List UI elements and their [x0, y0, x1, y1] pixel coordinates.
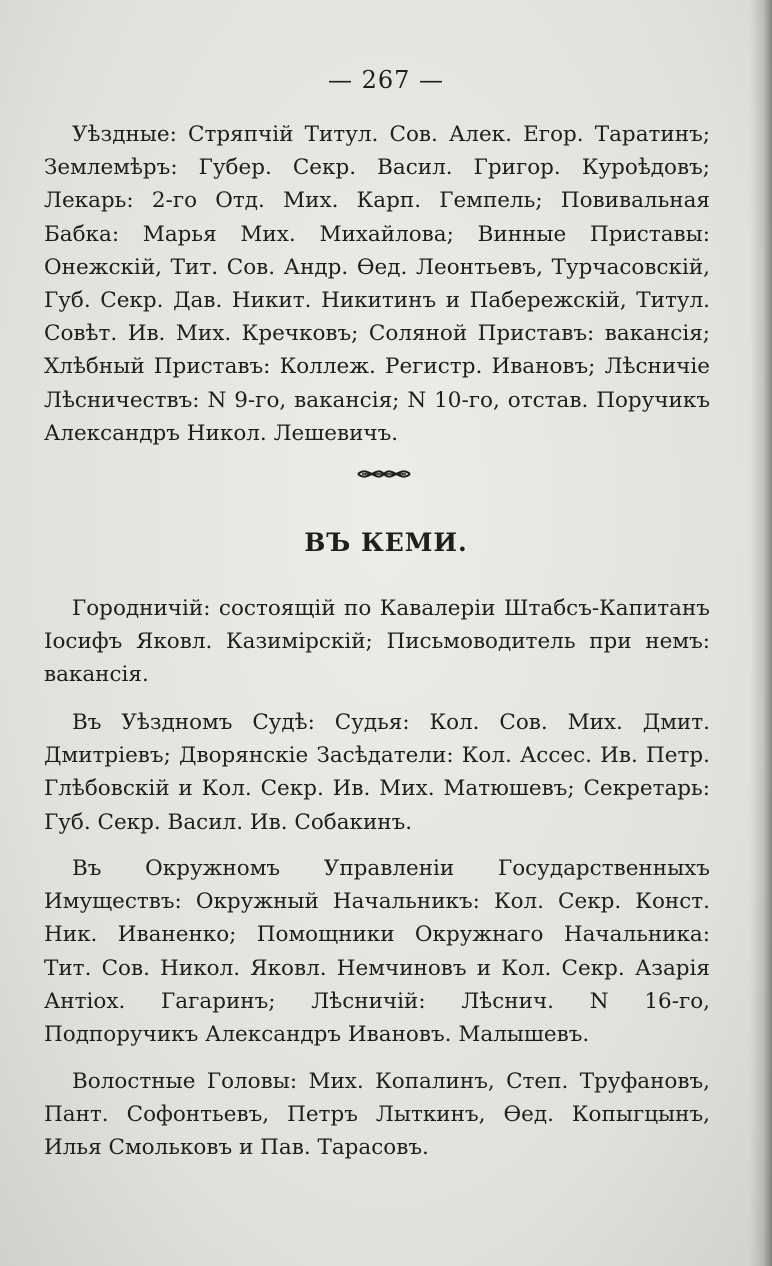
- uezd-court-block: [44, 706, 710, 839]
- gorodnichiy-block: [44, 592, 710, 692]
- district-admin-paragraph: Въ Окружномъ Управленіи Государственныхъ Имуществъ: Окружный Начальникъ: Кол. Секр. Конст. Ник. Иваненко; Помощники Окружнаго Начальника: Тит. Сов. Никол. Яковл. Немчиновъ и Кол. Секр. Азарія Антіох. Гагаринъ; Лѣсничій: Лѣснич. N 16-го, Подпоручикъ Александръ Ивановъ. Малышевъ.: [44, 856, 710, 1048]
- district-admin-block: [44, 852, 710, 1051]
- uezd-officials-paragraph: Уѣздные: Стряпчій Титул. Сов. Алек. Егор. Таратинъ; Землемѣръ: Губер. Секр. Васил. Григор. Куроѣдовъ; Лекарь: 2-го Отд. Мих. Карп. Гемпель; Повивальная Бабка: Марья Мих. Михайлова; Винные Приставы: Онежскій, Тит. Сов. Андр. Ѳед. Леонтьевъ, Турчасовскій, Губ. Секр. Дав. Никит. Никитинъ и Пабережскій, Титул. Совѣт. Ив. Мих. Кречковъ; Соляной Приставъ: вакансія; Хлѣбный Приставъ: Коллеж. Регистр. Ивановъ; Лѣсничіе Лѣсничествъ: N 9-го, вакансія; N 10-го, отстав. Поручикъ Александръ Никол. Лешевичъ.: [44, 122, 710, 446]
- section-heading: ВЪ КЕМИ.: [304, 528, 468, 557]
- volost-heads-block: [44, 1065, 710, 1165]
- page-number: — 267 —: [327, 66, 445, 94]
- uezd-court-paragraph: Въ Уѣздномъ Судѣ: Судья: Кол. Сов. Мих. Дмит. Дмитріевъ; Дворянскіе Засѣдатели: Кол. Ассес. Ив. Петр. Глѣбовскій и Кол. Секр. Ив. Мих. Матюшевъ; Секретарь: Губ. Секр. Васил. Ив. Собакинъ.: [44, 710, 710, 835]
- uezd-officials-block: [44, 118, 710, 450]
- gorodnichiy-paragraph: Городничій: состоящій по Кавалеріи Штабсъ-Капитанъ Іосифъ Яковл. Казимірскій; Письмоводитель при немъ: вакансія.: [44, 596, 710, 688]
- decorative-flourish-icon: [356, 463, 412, 485]
- volost-heads-paragraph: Волостные Головы: Мих. Копалинъ, Степ. Труфановъ, Пант. Софонтьевъ, Петръ Лыткинъ, Ѳед. Копыгцынъ, Илья Смольковъ и Пав. Тарасовъ.: [44, 1069, 710, 1161]
- page-edge-shadow: [750, 0, 772, 1266]
